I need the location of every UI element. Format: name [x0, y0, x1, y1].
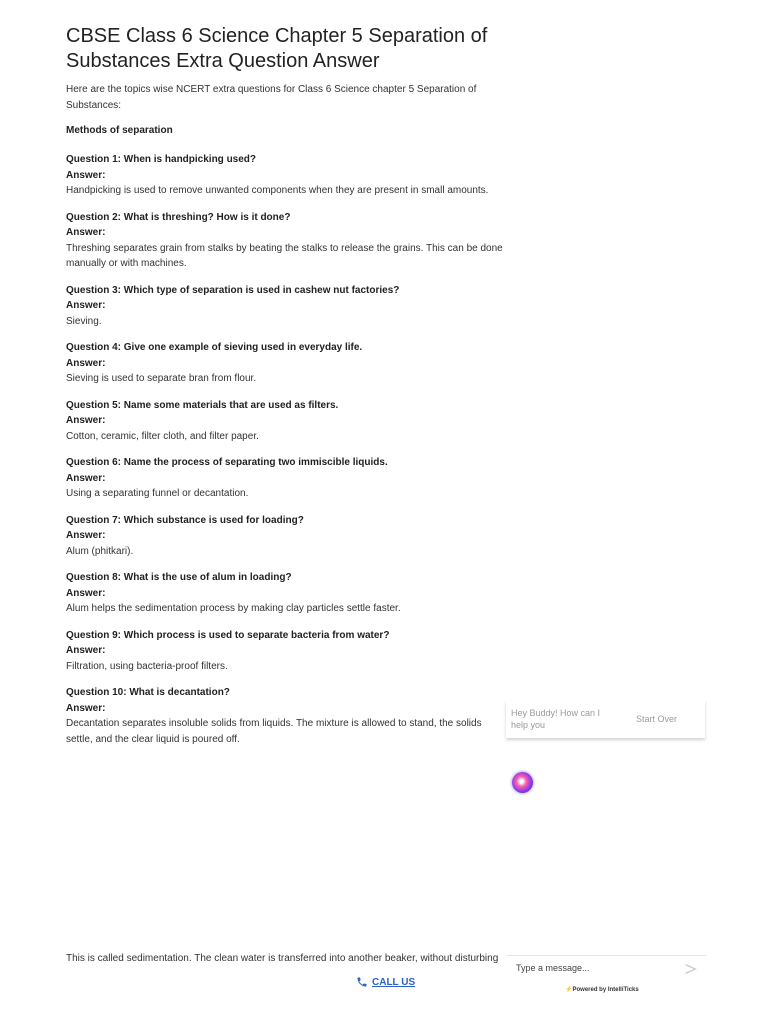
- answer-label: Answer:: [66, 300, 106, 311]
- answer-text: Alum helps the sedimentation process by making clay particles settle faster.: [66, 603, 401, 614]
- qa-item: [66, 152, 506, 199]
- answer-label: Answer:: [66, 702, 106, 714]
- qa-item: [66, 340, 506, 387]
- qa-item: [66, 455, 506, 502]
- answer-text: Filtration, using bacteria-proof filters.: [66, 660, 228, 672]
- answer-text: Cotton, ceramic, filter cloth, and filter paper.: [66, 430, 259, 442]
- qa-item: [66, 570, 506, 617]
- bolt-icon: ⚡: [565, 987, 573, 993]
- question-text: Question 2: What is threshing? How is it done?: [66, 211, 291, 223]
- chat-greeting: Hey Buddy! How can I help you: [511, 708, 601, 730]
- answer-label: Answer:: [66, 472, 106, 484]
- call-us-label: CALL US: [372, 976, 416, 988]
- answer-label: Answer:: [66, 415, 106, 426]
- answer-text: Decantation separates insoluble solids from liquids. The mixture is allowed to stand, the solids settle, and the clear liquid is poured off.: [66, 718, 482, 745]
- answer-label: Answer:: [66, 227, 106, 238]
- chat-input-placeholder: Type a message...: [516, 963, 590, 973]
- answer-label: Answer:: [66, 645, 106, 656]
- question-text: Question 9: Which process is used to separate bacteria from water?: [66, 629, 390, 641]
- answer-label: Answer:: [66, 530, 106, 541]
- question-text: Question 10: What is decantation?: [66, 687, 230, 698]
- question-text: Question 1: When is handpicking used?: [66, 154, 257, 165]
- qa-item: [66, 210, 506, 272]
- answer-label: Answer:: [66, 587, 106, 599]
- section-heading: Methods of separation: [66, 125, 173, 136]
- intro-text: Here are the topics wise NCERT extra questions for Class 6 Science chapter 5 Separation of Substances:: [66, 84, 477, 111]
- answer-text: Alum (phitkari).: [66, 545, 134, 557]
- answer-text: Sieving.: [66, 315, 102, 327]
- powered-by: [565, 986, 639, 993]
- answer-text: Using a separating funnel or decantation.: [66, 488, 249, 499]
- question-text: Question 5: Name some materials that are used as filters.: [66, 399, 339, 411]
- chat-greeting-bubble[interactable]: [506, 700, 705, 738]
- send-icon[interactable]: [684, 962, 698, 976]
- qa-list: [66, 152, 506, 747]
- qa-item: [66, 685, 506, 747]
- chatbot-launcher-icon[interactable]: [512, 772, 533, 793]
- question-text: Question 3: Which type of separation is used in cashew nut factories?: [66, 284, 400, 296]
- answer-text: Handpicking is used to remove unwanted components when they are present in small amounts.: [66, 185, 489, 196]
- start-over-button[interactable]: Start Over: [636, 714, 678, 724]
- qa-item: [66, 398, 506, 445]
- answer-text: Sieving is used to separate bran from flour.: [66, 373, 257, 384]
- qa-item: [66, 513, 506, 560]
- question-text: Question 6: Name the process of separating two immiscible liquids.: [66, 457, 388, 468]
- phone-icon: [356, 976, 368, 988]
- question-text: Question 7: Which substance is used for loading?: [66, 514, 304, 526]
- trailing-text: This is called sedimentation. The clean water is transferred into another beaker, without disturbing: [66, 953, 499, 964]
- qa-item: [66, 628, 506, 675]
- qa-item: [66, 283, 506, 330]
- powered-by-text: Powered by IntelliTicks: [572, 987, 639, 993]
- question-text: Question 4: Give one example of sieving used in everyday life.: [66, 342, 363, 353]
- chat-message-input[interactable]: [506, 955, 706, 982]
- answer-label: Answer:: [66, 357, 106, 369]
- call-us-link[interactable]: [356, 976, 415, 988]
- question-text: Question 8: What is the use of alum in loading?: [66, 572, 292, 583]
- page-title: CBSE Class 6 Science Chapter 5 Separation of Substances Extra Question Answer: [66, 25, 488, 72]
- answer-label: Answer:: [66, 169, 106, 181]
- article: [66, 24, 506, 758]
- answer-text: Threshing separates grain from stalks by beating the stalks to release the grains. This can be done manually or with machines.: [66, 242, 503, 269]
